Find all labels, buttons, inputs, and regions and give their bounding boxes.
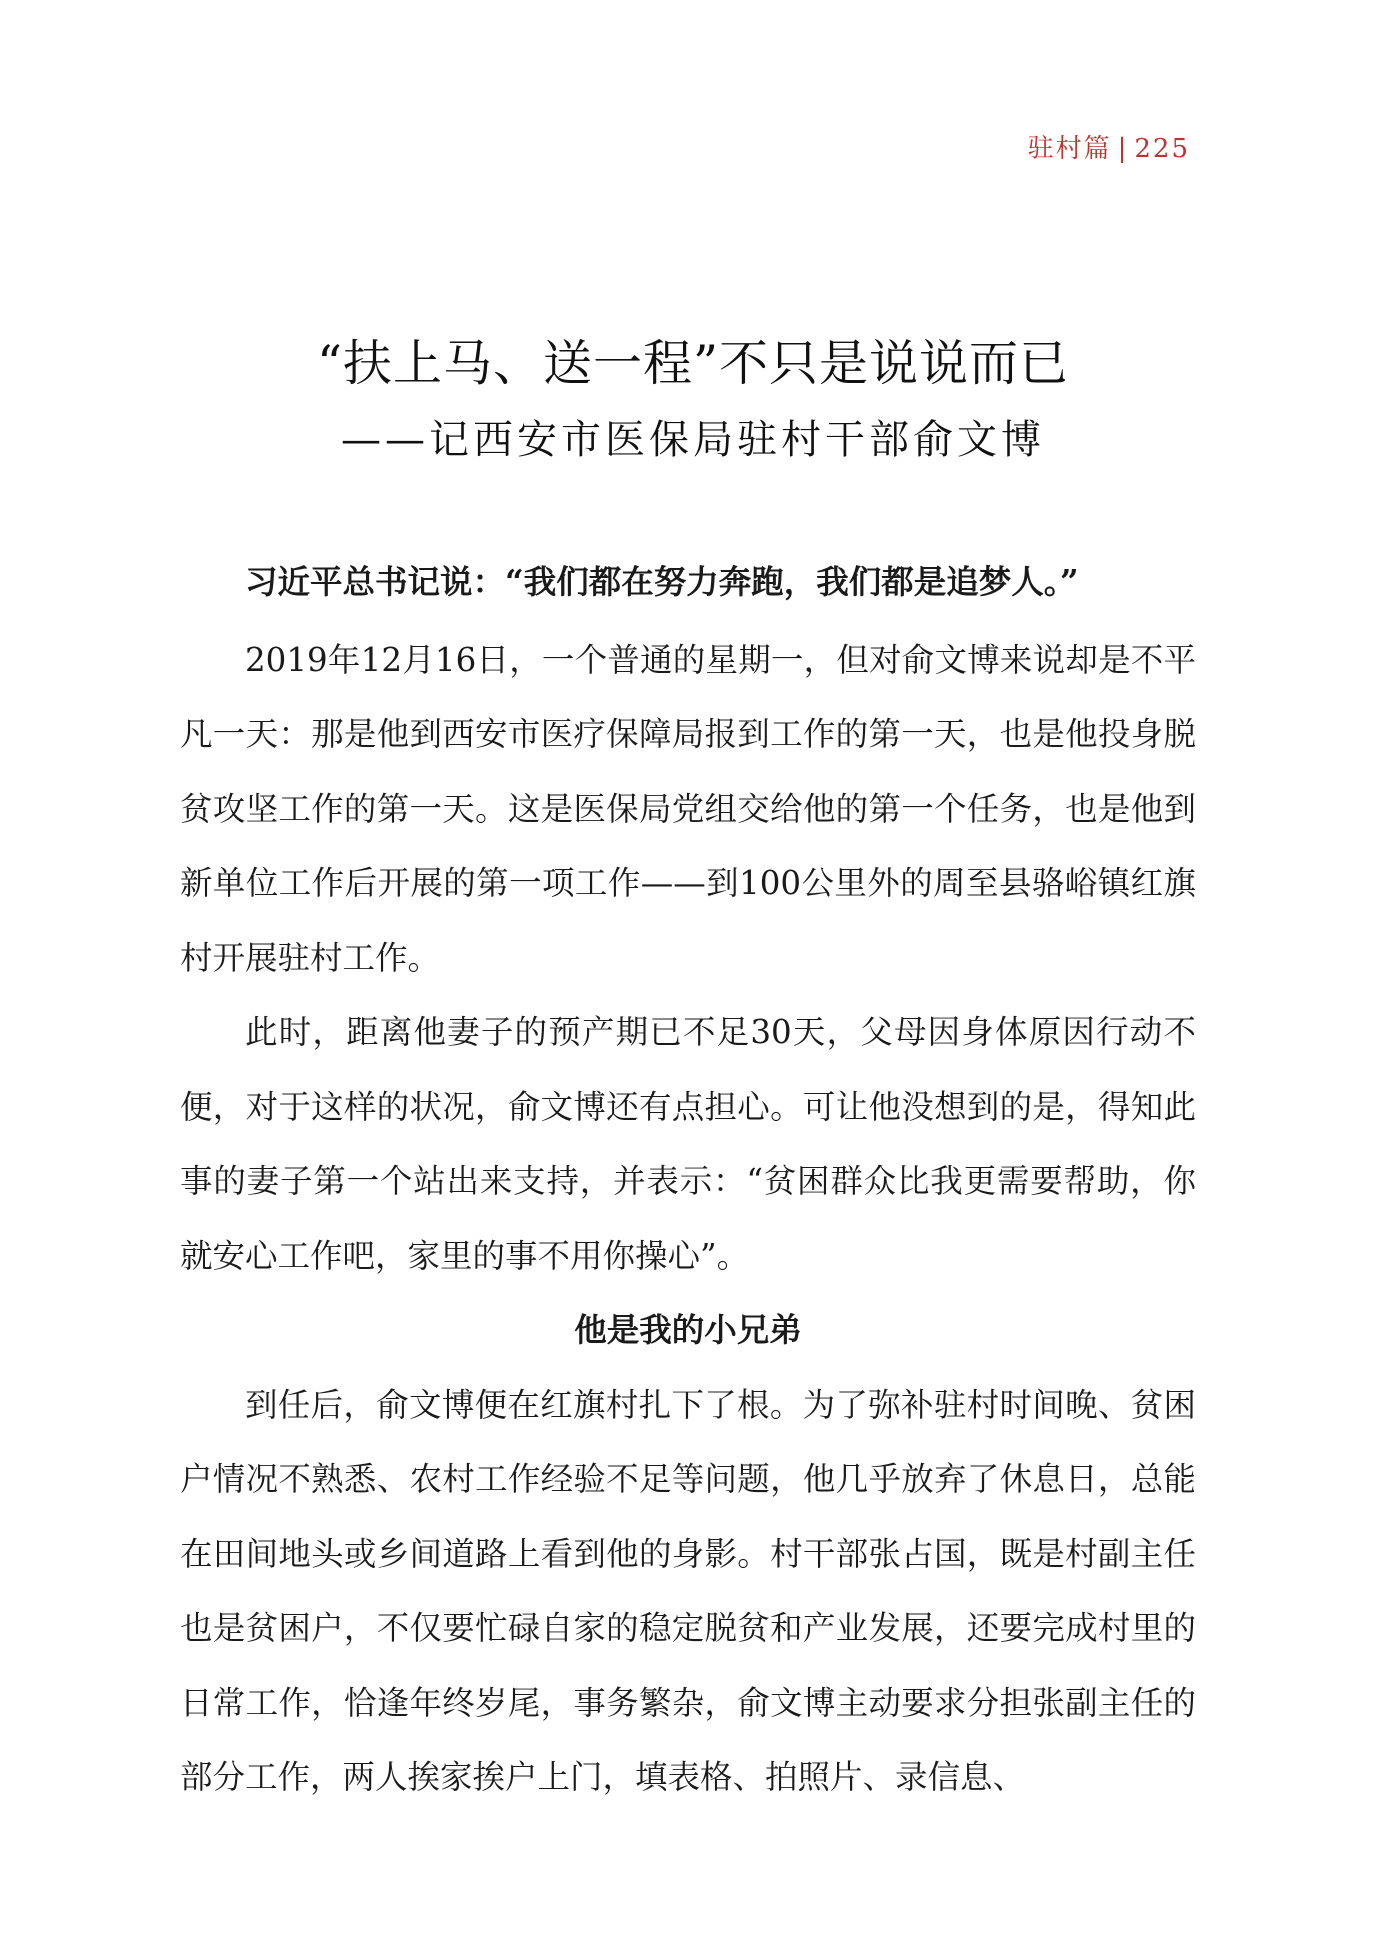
article-title: “扶上马、送一程”不只是说说而已 bbox=[316, 335, 1070, 392]
running-header bbox=[1028, 128, 1190, 165]
header-separator: | bbox=[1117, 134, 1129, 164]
page-number: 225 bbox=[1134, 134, 1190, 164]
header-section-label: 驻村篇 bbox=[1027, 134, 1112, 164]
paragraph: 到任后，俞文博便在红旗村扎下了根。为了弥补驻村时间晚、贫困户情况不熟悉、农村工作经验不足等问题，他几乎放弃了休息日，总能在田间地头或乡间道路上看到他的身影。村干部张占国，既是村副主任也是贫困户，不仅要忙碌自家的稳定脱贫和产业发展，还要完成村里的日常工作，恰逢年终岁尾，事务繁杂，俞文博主动要求分担张副主任的部分工作，两人挨家挨户上门，填表格、拍照片、录信息、 bbox=[180, 1385, 1196, 1796]
opening-quote: 习近平总书记说：“我们都在努力奔跑，我们都是追梦人。” bbox=[245, 562, 1079, 601]
paragraph: 此时，距离他妻子的预产期已不足30天，父母因身体原因行动不便，对于这样的状况，俞文博还有点担心。可让他没想到的是，得知此事的妻子第一个站出来支持，并表示：“贫困群众比我更需要帮助，你就安心工作吧，家里的事不用你操心”。 bbox=[180, 1013, 1196, 1275]
article-subtitle: ——记西安市医保局驻村干部俞文博 bbox=[341, 417, 1045, 463]
section-heading: 他是我的小兄弟 bbox=[574, 1310, 802, 1349]
paragraph: 2019年12月16日，一个普通的星期一，但对俞文博来说却是不平凡一天：那是他到西安市医疗保障局报到工作的第一天，也是他投身脱贫攻坚工作的第一天。这是医保局党组交给他的第一个任务，也是他到新单位工作后开展的第一项工作——到100公里外的周至县骆峪镇红旗村开展驻村工作。 bbox=[180, 640, 1196, 977]
article-body bbox=[180, 545, 1196, 1815]
